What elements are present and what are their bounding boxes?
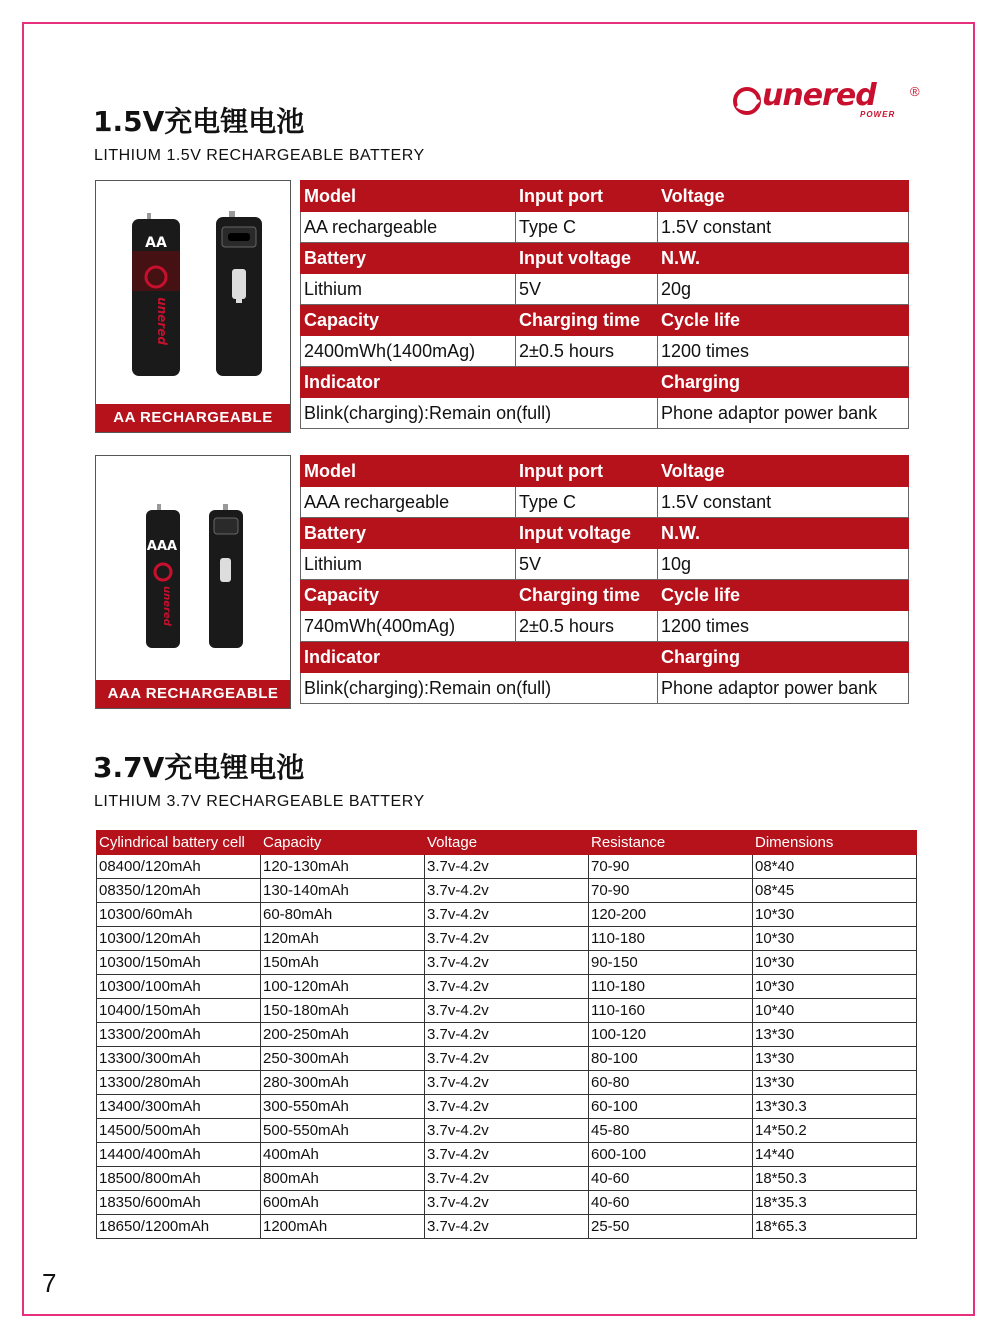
spec-value-row: [301, 336, 909, 367]
cell-table-value: 14400/400mAh: [97, 1143, 261, 1167]
cell-table-value: 08*45: [753, 879, 917, 903]
cell-table-value: 25-50: [589, 1215, 753, 1239]
spec-header: Capacity: [301, 305, 516, 336]
cell-table-value: 13300/280mAh: [97, 1071, 261, 1095]
logo-swoosh-icon: [732, 86, 762, 116]
brand-logo: [730, 78, 930, 122]
spec-value: Phone adaptor power bank: [658, 398, 909, 429]
spec-header-row: [301, 456, 909, 487]
cell-table-value: 13*30.3: [753, 1095, 917, 1119]
spec-header-row: [301, 305, 909, 336]
spec-header: Battery: [301, 518, 516, 549]
spec-value: 5V: [516, 549, 658, 580]
aaa-front-label: AAA: [146, 539, 178, 554]
cell-table-value: 400mAh: [261, 1143, 425, 1167]
cell-table-header: Resistance: [589, 831, 753, 855]
section-title-3-7v: 3.7V充电锂电池: [93, 751, 305, 784]
table-row: [97, 927, 917, 951]
cell-table-value: 1200mAh: [261, 1215, 425, 1239]
cell-table-value: 10*30: [753, 951, 917, 975]
cell-table-value: 10*40: [753, 999, 917, 1023]
spec-header: Indicator: [301, 642, 516, 673]
cell-table-value: 10*30: [753, 975, 917, 999]
cell-table-header: Cylindrical battery cell: [97, 831, 261, 855]
spec-header: Charging: [658, 367, 909, 398]
cell-table-value: 150-180mAh: [261, 999, 425, 1023]
spec-value: Type C: [516, 212, 658, 243]
svg-text:unered: unered: [161, 586, 172, 626]
page-number: 7: [42, 1268, 57, 1298]
cell-table-value: 10*30: [753, 927, 917, 951]
cell-table-value: 13300/200mAh: [97, 1023, 261, 1047]
cell-table-value: 250-300mAh: [261, 1047, 425, 1071]
cell-table-value: 08*40: [753, 855, 917, 879]
section-subtitle-1-5v: LITHIUM 1.5V RECHARGEABLE BATTERY: [94, 147, 425, 164]
cell-table-value: 120mAh: [261, 927, 425, 951]
table-row: [97, 1095, 917, 1119]
spec-header: Input port: [516, 456, 658, 487]
table-row: [97, 1047, 917, 1071]
cell-table-value: 10*30: [753, 903, 917, 927]
table-row: [97, 1119, 917, 1143]
spec-header: Charging time: [516, 305, 658, 336]
spec-header: Input port: [516, 181, 658, 212]
spec-header: N.W.: [658, 518, 909, 549]
spec-header: Battery: [301, 243, 516, 274]
spec-header: Voltage: [658, 181, 909, 212]
spec-header-row: [301, 243, 909, 274]
cell-table-value: 150mAh: [261, 951, 425, 975]
spec-header-row: [301, 518, 909, 549]
cell-table-value: 08350/120mAh: [97, 879, 261, 903]
spec-value-row: [301, 549, 909, 580]
cell-table-value: 800mAh: [261, 1167, 425, 1191]
cell-table-value: 13400/300mAh: [97, 1095, 261, 1119]
spec-value: Lithium: [301, 549, 516, 580]
cell-table-value: 13*30: [753, 1047, 917, 1071]
spec-value: 5V: [516, 274, 658, 305]
cell-table-value: 3.7v-4.2v: [425, 975, 589, 999]
table-row: [97, 879, 917, 903]
cell-table-header: Dimensions: [753, 831, 917, 855]
product-image-aaa: [95, 455, 291, 709]
table-row: [97, 1143, 917, 1167]
cell-table-value: 3.7v-4.2v: [425, 1167, 589, 1191]
cell-table-value: 90-150: [589, 951, 753, 975]
spec-value-row: [301, 487, 909, 518]
cell-table-value: 200-250mAh: [261, 1023, 425, 1047]
cell-table-value: 3.7v-4.2v: [425, 1119, 589, 1143]
spec-header: Voltage: [658, 456, 909, 487]
table-row: [97, 1215, 917, 1239]
cell-table-value: 14*40: [753, 1143, 917, 1167]
spec-value: Type C: [516, 487, 658, 518]
spec-header-row: [301, 367, 909, 398]
spec-header: Input voltage: [516, 518, 658, 549]
cell-table-value: 3.7v-4.2v: [425, 999, 589, 1023]
cell-table-value: 70-90: [589, 879, 753, 903]
table-row: [97, 1023, 917, 1047]
aa-front-label: AA: [145, 235, 167, 251]
spec-header-row: [301, 642, 909, 673]
cell-table-value: 120-130mAh: [261, 855, 425, 879]
cell-table-value: 600-100: [589, 1143, 753, 1167]
cell-table-value: 18*65.3: [753, 1215, 917, 1239]
cell-table-value: 110-160: [589, 999, 753, 1023]
spec-header: Capacity: [301, 580, 516, 611]
product-caption-aa: AA RECHARGEABLE: [96, 404, 290, 432]
spec-value: 2400mWh(1400mAg): [301, 336, 516, 367]
cell-table-value: 10300/60mAh: [97, 903, 261, 927]
cell-table-value: 3.7v-4.2v: [425, 903, 589, 927]
spec-header-row: [301, 181, 909, 212]
cell-table-value: 13*30: [753, 1071, 917, 1095]
aa-battery-illustration: [96, 181, 292, 406]
spec-header-row: [301, 580, 909, 611]
spec-value: AA rechargeable: [301, 212, 516, 243]
spec-header: Model: [301, 181, 516, 212]
svg-text:unered: unered: [155, 297, 169, 345]
cell-table-value: 18650/1200mAh: [97, 1215, 261, 1239]
cell-table-value: 110-180: [589, 927, 753, 951]
cell-table-value: 3.7v-4.2v: [425, 1071, 589, 1095]
spec-header: Indicator: [301, 367, 658, 398]
cell-table-value: 18*50.3: [753, 1167, 917, 1191]
cell-table-value: 40-60: [589, 1191, 753, 1215]
cell-table-value: 3.7v-4.2v: [425, 855, 589, 879]
spec-table-aaa: [300, 455, 909, 704]
spec-value: 20g: [658, 274, 909, 305]
cell-table-value: 10300/100mAh: [97, 975, 261, 999]
cell-table-value: 100-120mAh: [261, 975, 425, 999]
cell-table-value: 3.7v-4.2v: [425, 879, 589, 903]
spec-header: N.W.: [658, 243, 909, 274]
table-row: [97, 855, 917, 879]
spec-header: Cycle life: [658, 305, 909, 336]
cell-table-value: 600mAh: [261, 1191, 425, 1215]
spec-value: 10g: [658, 549, 909, 580]
cell-table-value: 60-100: [589, 1095, 753, 1119]
table-row: [97, 1191, 917, 1215]
cell-table-value: 300-550mAh: [261, 1095, 425, 1119]
cell-table-value: 110-180: [589, 975, 753, 999]
cell-table-value: 3.7v-4.2v: [425, 1047, 589, 1071]
cell-table-value: 280-300mAh: [261, 1071, 425, 1095]
spec-value: 1200 times: [658, 336, 909, 367]
spec-header: Input voltage: [516, 243, 658, 274]
spec-value: 1200 times: [658, 611, 909, 642]
cell-table-value: 18350/600mAh: [97, 1191, 261, 1215]
cell-table-header: Capacity: [261, 831, 425, 855]
cell-table-value: 60-80mAh: [261, 903, 425, 927]
spec-value: 1.5V constant: [658, 212, 909, 243]
product-image-aa: [95, 180, 291, 433]
product-caption-aaa: AAA RECHARGEABLE: [96, 680, 290, 708]
cell-table-value: 80-100: [589, 1047, 753, 1071]
cell-table-value: 3.7v-4.2v: [425, 1023, 589, 1047]
table-row: [97, 999, 917, 1023]
cell-table-value: 10300/120mAh: [97, 927, 261, 951]
table-row: [97, 951, 917, 975]
spec-header: Charging: [658, 642, 909, 673]
cell-table-value: 3.7v-4.2v: [425, 951, 589, 975]
spec-value: AAA rechargeable: [301, 487, 516, 518]
cell-table-header: Voltage: [425, 831, 589, 855]
cell-table-value: 18*35.3: [753, 1191, 917, 1215]
cell-table-value: 18500/800mAh: [97, 1167, 261, 1191]
table-row: [97, 1167, 917, 1191]
spec-value: Blink(charging):Remain on(full): [301, 398, 658, 429]
cell-table-value: 60-80: [589, 1071, 753, 1095]
cell-spec-table: [96, 830, 917, 1239]
spec-value: Phone adaptor power bank: [658, 673, 909, 704]
spec-header: Model: [301, 456, 516, 487]
spec-value: 740mWh(400mAg): [301, 611, 516, 642]
cell-table-value: 500-550mAh: [261, 1119, 425, 1143]
section-subtitle-3-7v: LITHIUM 3.7V RECHARGEABLE BATTERY: [94, 793, 425, 810]
section-title-1-5v: 1.5V充电锂电池: [93, 105, 305, 138]
spec-value-row: [301, 274, 909, 305]
table-row: [97, 1071, 917, 1095]
spec-header: [516, 642, 658, 673]
cell-table-value: 100-120: [589, 1023, 753, 1047]
brand-name: unered: [762, 78, 876, 113]
cell-table-value: 40-60: [589, 1167, 753, 1191]
cell-table-value: 3.7v-4.2v: [425, 927, 589, 951]
cell-table-value: 3.7v-4.2v: [425, 1143, 589, 1167]
cell-table-value: 3.7v-4.2v: [425, 1095, 589, 1119]
spec-value: 2±0.5 hours: [516, 611, 658, 642]
cell-table-value: 14*50.2: [753, 1119, 917, 1143]
brand-tagline: POWER: [860, 110, 896, 119]
spec-value-row: [301, 611, 909, 642]
spec-value-row: [301, 398, 909, 429]
cell-table-value: 45-80: [589, 1119, 753, 1143]
cell-table-value: 10400/150mAh: [97, 999, 261, 1023]
spec-header: Charging time: [516, 580, 658, 611]
spec-table-aa: [300, 180, 909, 429]
cell-table-value: 10300/150mAh: [97, 951, 261, 975]
cell-table-value: 70-90: [589, 855, 753, 879]
spec-header: Cycle life: [658, 580, 909, 611]
spec-value: Lithium: [301, 274, 516, 305]
cell-table-value: 3.7v-4.2v: [425, 1191, 589, 1215]
cell-table-value: 3.7v-4.2v: [425, 1215, 589, 1239]
spec-value: 1.5V constant: [658, 487, 909, 518]
cell-table-value: 13*30: [753, 1023, 917, 1047]
aaa-battery-illustration: [96, 456, 292, 682]
spec-value-row: [301, 212, 909, 243]
table-row: [97, 903, 917, 927]
spec-value-row: [301, 673, 909, 704]
registered-mark: ®: [910, 84, 920, 99]
cell-table-header-row: [97, 831, 917, 855]
cell-table-value: 13300/300mAh: [97, 1047, 261, 1071]
cell-table-value: 120-200: [589, 903, 753, 927]
cell-table-value: 08400/120mAh: [97, 855, 261, 879]
cell-table-value: 14500/500mAh: [97, 1119, 261, 1143]
cell-table-value: 130-140mAh: [261, 879, 425, 903]
spec-value: Blink(charging):Remain on(full): [301, 673, 658, 704]
spec-value: 2±0.5 hours: [516, 336, 658, 367]
table-row: [97, 975, 917, 999]
